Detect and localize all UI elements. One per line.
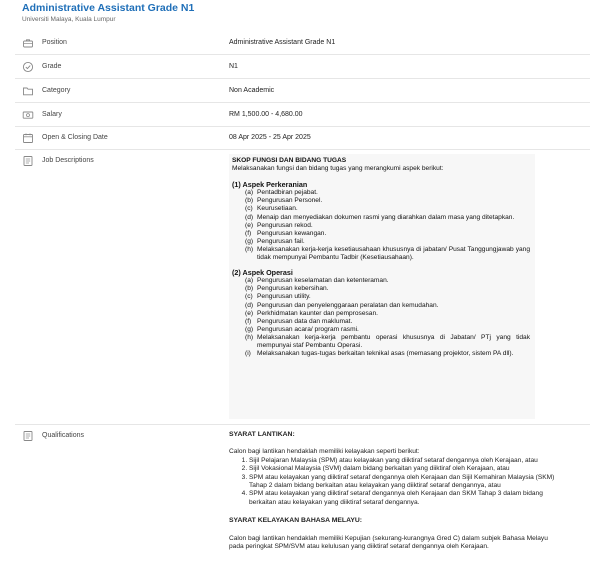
row-grade [15,55,590,79]
duty-item-text: Pengurusan utility. [257,293,311,301]
section-2-title: (2) Aspek Operasi [232,268,293,278]
qualification-item: 3. SPM atau kelayakan yang diiktiraf setaraf dengannya oleh Kerajaan dan Sijil Kemahiran Malaysia (SKM) Tahap 2 dalam bidang berkaitan atau kelayakan yang diiktiraf setaraf dengannya, atau [249,474,559,491]
calendar-icon [22,132,34,144]
duty-item-text: Pengurusan dan penyelenggaraan peralatan dan kemudahan. [257,301,439,309]
position-value: Administrative Assistant Grade N1 [229,39,336,46]
duty-item-letter: (e) [245,221,254,229]
row-position [15,32,590,55]
duty-item-letter: (d) [245,301,254,309]
duty-item-text: Pengurusan data dan maklumat. [257,317,353,325]
description-intro: Melaksanakan fungsi dan bidang tugas yang merangkumi aspek berikut: [232,165,444,173]
duty-item-text: Menaip dan menyediakan dokumen rasmi yang diarahkan dalam masa yang ditetapkan. [257,213,515,221]
duty-item [232,285,530,293]
position-label: Position [42,39,67,46]
duty-item-letter: (a) [245,277,254,285]
duty-item-letter: (i) [245,350,251,358]
duty-item-text: Melaksanakan tugas-tugas berkaitan teknikal asas (memasang projektor, sistem PA dll). [257,350,514,358]
row-salary [15,103,590,127]
duty-item [232,293,530,301]
money-icon [22,109,34,121]
duty-item-letter: (h) [245,333,254,341]
row-category [15,79,590,103]
duty-item-letter: (f) [245,317,252,325]
check-circle-icon [22,61,34,73]
qualification-item: 4. SPM atau kelayakan yang diiktiraf setaraf dengannya oleh Kerajaan dan SKM Tahap 3 dalam bidang berkaitan atau kelayakan yang diiktiraf setaraf dengannya. [249,490,559,507]
duty-item-text: Pengurusan acara/ program rasmi. [257,325,359,333]
qualifications-label: Qualifications [42,432,85,439]
duty-item [232,230,530,238]
appointment-requirements-heading: SYARAT LANTIKAN: [229,431,295,438]
duty-item-letter: (e) [245,309,254,317]
duty-item-letter: (a) [245,189,254,197]
duty-item [232,326,530,334]
duty-item [232,310,530,318]
duty-item [232,214,530,222]
duty-item-text: Pengurusan kewangan. [257,229,327,237]
dates-label: Open & Closing Date [42,134,108,141]
duty-item [232,189,530,197]
job-title: Administrative Assistant Grade N1 [22,2,195,14]
duty-item [232,350,530,358]
duty-item-letter: (b) [245,197,254,205]
job-description-content [229,154,535,419]
section-1-list [232,189,530,262]
job-header [22,2,194,24]
duty-item-text: Melaksanakan kerja-kerja kesetiausahaan khususnya di jabatan/ Pusat Tanggungjawab yang tidak mempunyai Pembantu Tadbir (Kesetiausahaan). [257,245,530,262]
qualification-item: 1. Sijil Pelajaran Malaysia (SPM) atau kelayakan yang diiktiraf setaraf dengannya oleh Kerajaan, atau [249,457,559,465]
duty-item-letter: (g) [245,237,254,245]
duty-item-text: Pengurusan Personel. [257,197,323,205]
malay-language-text: Calon bagi lantikan hendaklah memiliki Kepujian (sekurang-kurangnya Gred C) dalam subjek Bahasa Melayu pada peringkat SPM/SVM atau kelulusan yang diiktiraf setaraf dengannya oleh Kerajaan. [229,534,548,551]
qualification-item: 2. Sijil Vokasional Malaysia (SVM) dalam bidang berkaitan yang diiktiraf oleh Kerajaan, atau [249,465,559,473]
briefcase-icon [22,37,34,49]
duty-item-letter: (c) [245,293,253,301]
employer-location: Universiti Malaya, Kuala Lumpur [22,16,116,23]
qualification-list [229,457,559,507]
appointment-requirements-intro: Calon bagi lantikan hendaklah memiliki kelayakan seperti berikut: [229,448,420,456]
category-value: Non Academic [229,87,275,94]
duty-item [232,238,530,246]
malay-language-heading: SYARAT KELAYAKAN BAHASA MELAYU: [229,517,363,525]
duty-item [232,205,530,213]
duty-item [232,246,530,262]
qualifications-content [229,431,559,551]
duty-item-letter: (c) [245,205,253,213]
duty-item-text: Pengurusan rekod. [257,221,313,229]
document-icon [22,155,34,167]
duty-item-letter: (d) [245,213,254,221]
duty-item-text: Pentadbiran pejabat. [257,189,318,197]
dates-value: 08 Apr 2025 - 25 Apr 2025 [229,134,311,141]
document-icon [22,430,34,442]
salary-label: Salary [42,111,62,118]
duty-item [232,318,530,326]
section-1-title: (1) Aspek Perkeranian [232,180,308,190]
duty-item [232,197,530,205]
duty-item-letter: (b) [245,285,254,293]
duty-item [232,334,530,350]
folder-icon [22,85,34,97]
duty-item-text: Pengurusan keselamatan dan ketenteraman. [257,277,389,285]
duty-item [232,302,530,310]
description-heading: SKOP FUNGSI DAN BIDANG TUGAS [232,157,347,164]
duty-item [232,222,530,230]
duty-item [232,277,530,285]
duty-item-letter: (f) [245,229,252,237]
row-dates [15,127,590,150]
grade-value: N1 [229,63,238,70]
salary-value: RM 1,500.00 - 4,680.00 [229,111,303,118]
duty-item-text: Pengurusan fail. [257,237,305,245]
category-label: Category [42,87,71,94]
duty-item-text: Melaksanakan kerja-kerja pembantu operasi khususnya di Jabatan/ PTj yang tidak mempunyai staf Pembantu Operasi. [257,333,530,349]
grade-label: Grade [42,63,62,70]
section-2-list [232,277,530,358]
duty-item-text: Pengurusan kebersihan. [257,285,329,293]
duty-item-letter: (g) [245,325,254,333]
duty-item-text: Perkhidmatan kaunter dan pemprosesan. [257,309,378,317]
duty-item-text: Keurusetiaan. [257,205,298,213]
job-descriptions-label: Job Descriptions [42,157,94,164]
duty-item-letter: (h) [245,245,254,253]
